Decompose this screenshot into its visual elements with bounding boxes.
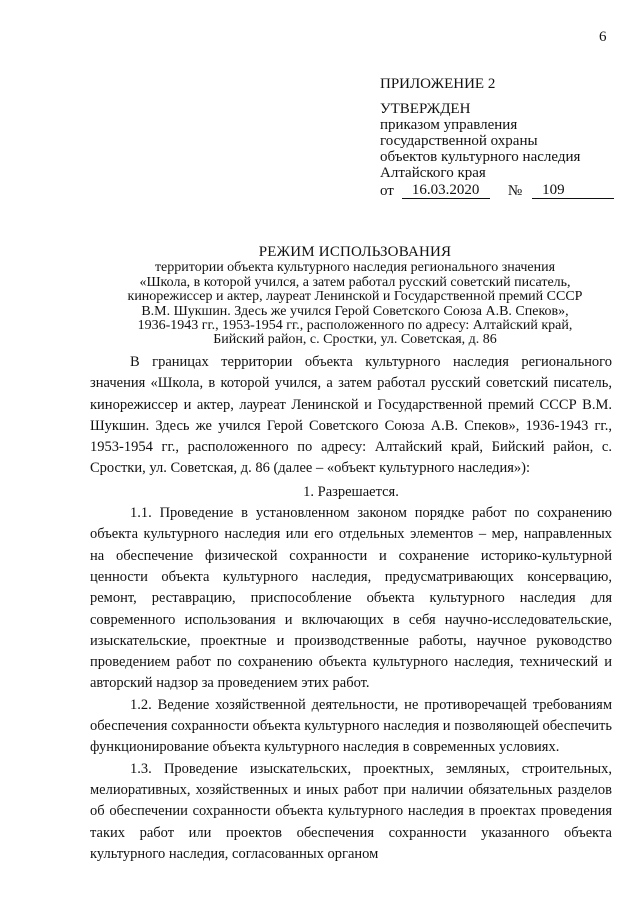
subtitle-line: В.М. Шукшин. Здесь же учился Герой Советского Союза А.В. Спеков», xyxy=(141,303,569,319)
document-title: РЕЖИМ ИСПОЛЬЗОВАНИЯ xyxy=(258,244,452,260)
approval-date-line xyxy=(380,182,620,199)
item-paragraph: 1.3. Проведение изыскательских, проектных, земляных, строительных, мелиоративных, хозяйственных и иных работ при наличии обязательных разделов об обеспечении сохранности объекта культурного наследия в проектах проведения таких работ или проектов обеспечения сохранности указанного объекта культурного наследия, согласованных органом xyxy=(90,760,612,862)
approval-line: государственной охраны xyxy=(380,133,538,149)
page-number: 6 xyxy=(599,29,607,45)
intro-paragraph: В границах территории объекта культурного наследия регионального значения «Школа, в которой учился, а затем работал русский советский писатель, кинорежиссер и актер, лауреат Ленинской и Государственной премий СССР В.М. Шукшин. Здесь же учился Герой Советского Союза А.В. Спеков», 1936-1943 гг., 1953-1954 гг., расположенного по адресу: Алтайский край, Бийский район, с. Сростки, ул. Советская, д. 86 (далее – «объект культурного наследия»): xyxy=(90,354,612,477)
number-sign: № xyxy=(507,183,523,199)
approval-line: Алтайского края xyxy=(380,165,486,181)
document-body xyxy=(90,352,612,865)
subtitle-line: кинорежиссер и актер, лауреат Ленинской и Государственной премий СССР xyxy=(127,289,583,305)
appendix-title: ПРИЛОЖЕНИЕ 2 xyxy=(380,76,496,92)
date-prefix: от xyxy=(380,183,394,199)
order-number: 109 xyxy=(532,182,614,199)
document-title-block xyxy=(90,245,620,348)
subtitle-line: «Школа, в которой учился, а затем работал русский советский писатель, xyxy=(139,274,571,290)
approval-line: приказом управления xyxy=(380,117,518,133)
subtitle-line: 1936-1943 гг., 1953-1954 гг., расположенного по адресу: Алтайский край, xyxy=(137,318,573,334)
approval-line: объектов культурного наследия xyxy=(380,149,581,165)
approval-block xyxy=(380,76,620,199)
item-paragraph: 1.2. Ведение хозяйственной деятельности, не противоречащей требованиям обеспечения сохранности объекта культурного наследия и позволяющей обеспечить функционирование объекта культурного наследия в современных условиях. xyxy=(90,696,612,756)
item-paragraph: 1.1. Проведение в установленном законом порядке работ по сохранению объекта культурного наследия или его отдельных элементов – мер, направленных на обеспечение физической сохранности и сохранение историко-культурной ценности объекта культурного наследия, предусматривающих консервацию, ремонт, реставрацию, приспособление объекта культурного наследия для современного использования и включающих в себя научно-исследовательские, изыскательские, проектные и производственные работы, научное руководство проведением работ по сохранению объекта культурного наследия, технический и авторский надзор за проведением этих работ. xyxy=(90,505,612,692)
approved-label: УТВЕРЖДЕН xyxy=(380,101,471,117)
subtitle-line: территории объекта культурного наследия регионального значения xyxy=(154,260,556,276)
approval-date: 16.03.2020 xyxy=(402,182,490,199)
subtitle-line: Бийский район, с. Сростки, ул. Советская, д. 86 xyxy=(213,332,497,348)
section-title: 1. Разрешается. xyxy=(303,483,399,500)
